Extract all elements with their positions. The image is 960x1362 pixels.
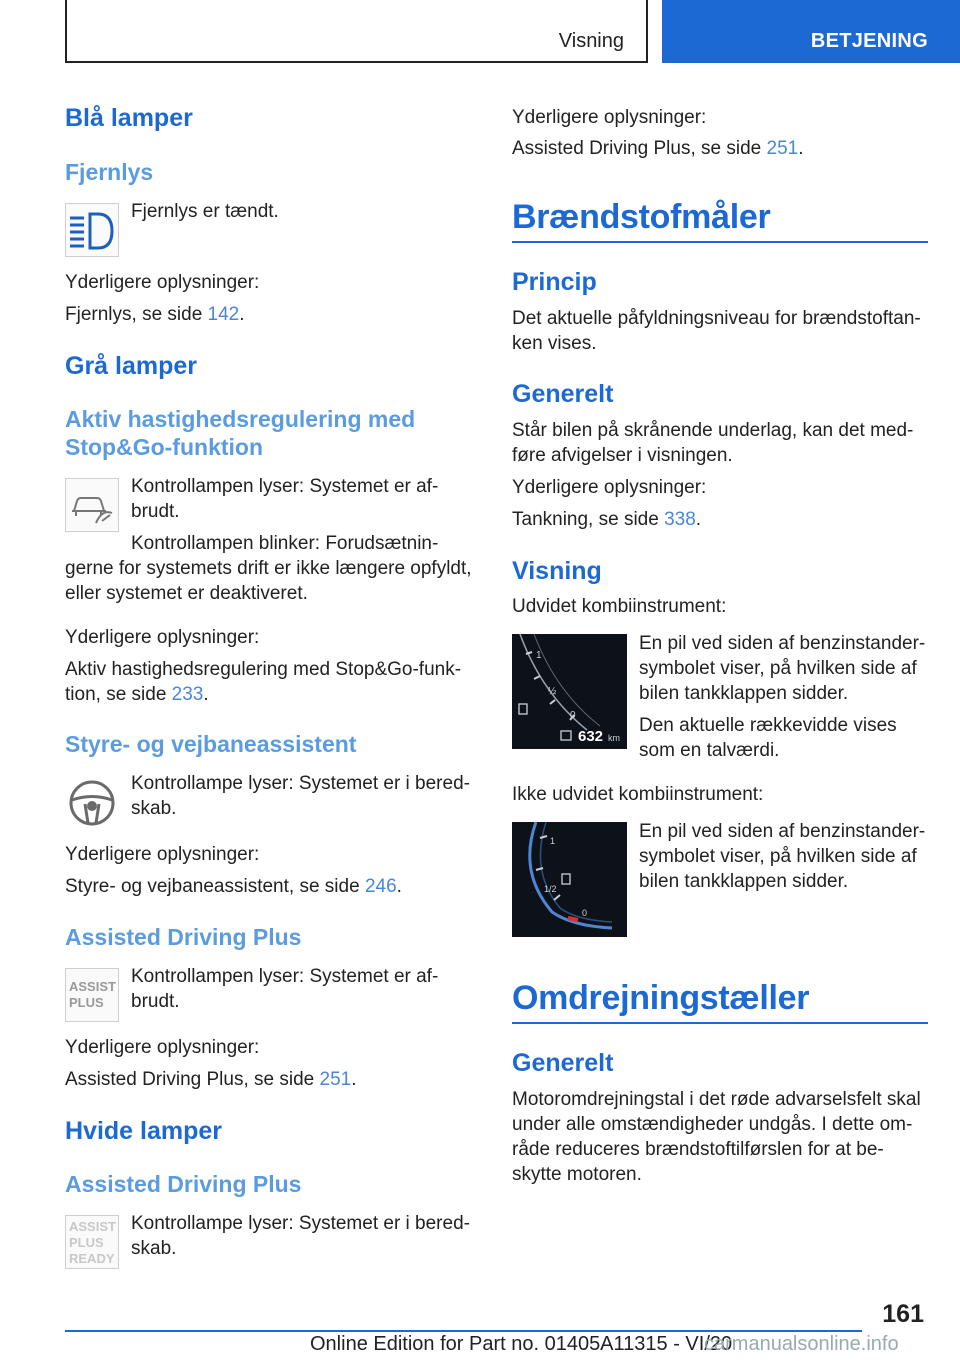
ext-gauge-mark-empty: 0	[570, 710, 576, 721]
assist-plus-icon-line2: PLUS	[69, 995, 104, 1010]
std-line3: bilen tankklappen sidder.	[639, 871, 849, 892]
std-gauge-mark-half: 1/2	[544, 884, 557, 894]
ext-range-unit: km	[608, 733, 620, 743]
ext-line5: som en talværdi.	[639, 740, 780, 761]
acc-line2: brudt.	[131, 501, 180, 522]
ext-line1: En pil ved siden af benzinstander-	[639, 633, 926, 654]
adp-line2: brudt.	[131, 991, 180, 1012]
std-cluster-label: Ikke udvidet kombiinstrument:	[512, 784, 764, 805]
styre-page-link[interactable]: 246	[364, 876, 397, 897]
acc-line3: Kontrollampen blinker: Forudsætnin-	[131, 533, 439, 554]
rpm-line1: Motoromdrejningstal i det røde advarselsfelt skal	[512, 1089, 921, 1110]
generelt-line1: Står bilen på skrånende underlag, kan det med-	[512, 420, 914, 441]
heading-adp: Assisted Driving Plus	[65, 924, 302, 950]
adp2-line2: skab.	[131, 1238, 177, 1259]
heading-adp2: Assisted Driving Plus	[65, 1171, 302, 1197]
ext-line3: bilen tankklappen sidder.	[639, 683, 849, 704]
styre-ref-text: Styre- og vejbaneassistent, se side	[65, 876, 365, 897]
assist-plus-ready-icon-line1: ASSIST	[69, 1219, 116, 1234]
top-ref-text: Assisted Driving Plus, se side	[512, 138, 767, 159]
top-page-link[interactable]: 251	[766, 138, 799, 159]
heading-blue-lamps: Blå lamper	[65, 104, 193, 132]
assist-plus-ready-icon-line2: PLUS	[69, 1235, 104, 1250]
extended-cluster-image	[512, 634, 627, 749]
heading-generelt: Generelt	[512, 380, 614, 408]
heading-visning: Visning	[512, 557, 602, 585]
acc-line5: eller systemet er deaktiveret.	[65, 583, 308, 604]
acc-ref-text: tion, se side	[65, 684, 172, 705]
adp2-line1: Kontrollampe lyser: Systemet er i bered-	[131, 1213, 470, 1234]
footer-edition: Online Edition for Part no. 01405A11315 - VI/20	[310, 1333, 733, 1355]
std-gauge-mark-empty: 0	[582, 908, 588, 918]
acc-page-link[interactable]: 233	[171, 684, 204, 705]
tachometer-heading-rule	[512, 1022, 928, 1024]
acc-ref-line1: Aktiv hastighedsregulering med Stop&Go-funk-	[65, 659, 462, 680]
header-chapter-tab	[662, 0, 960, 63]
fjernlys-more: Yderligere oplysninger:	[65, 272, 260, 293]
rpm-line3: råde reduceres brændstoftilførslen for at be-	[512, 1139, 884, 1160]
std-gauge-mark-full: 1	[550, 836, 556, 846]
assist-plus-icon	[65, 968, 119, 1022]
ext-range-value: 632	[578, 728, 604, 745]
styre-line2: skab.	[131, 798, 177, 819]
footer-watermark: carmanualsonline.info	[704, 1333, 899, 1355]
generelt-ref: Tankning, se side 338.	[512, 509, 702, 530]
fjernlys-text: Fjernlys er tændt.	[131, 201, 279, 222]
ext-line2: symbolet viser, på hvilken side af	[639, 658, 917, 679]
generelt-line2: føre afvigelser i visningen.	[512, 445, 733, 466]
ext-cluster-label: Udvidet kombiinstrument:	[512, 596, 727, 617]
styre-ref: Styre- og vejbaneassistent, se side 246.	[65, 876, 402, 897]
ext-line4: Den aktuelle rækkevidde vises	[639, 715, 897, 736]
acc-line1: Kontrollampen lyser: Systemet er af-	[131, 476, 439, 497]
generelt-ref-text: Tankning, se side	[512, 509, 665, 530]
std-line2: symbolet viser, på hvilken side af	[639, 846, 917, 867]
high-beam-icon	[65, 203, 119, 257]
princip-line2: ken vises.	[512, 333, 597, 354]
footer-rule	[65, 1330, 862, 1332]
adp-ref: Assisted Driving Plus, se side 251.	[65, 1069, 357, 1090]
rpm-line2: under alle omstændigheder undgås. I dette om-	[512, 1114, 913, 1135]
heading-styre: Styre- og vejbaneassistent	[65, 731, 357, 757]
fjernlys-ref-text: Fjernlys, se side	[65, 304, 208, 325]
adp-ref-text: Assisted Driving Plus, se side	[65, 1069, 320, 1090]
generelt-more: Yderligere oplysninger:	[512, 477, 707, 498]
assist-plus-ready-icon-line3: READY	[69, 1251, 115, 1266]
heading-grey-lamps: Grå lamper	[65, 352, 198, 380]
heading-princip: Princip	[512, 268, 597, 296]
heading-white-lamps: Hvide lamper	[65, 1117, 223, 1145]
heading-fuel-gauge: Brændstofmåler	[512, 198, 771, 236]
ext-gauge-mark-half: ½	[548, 686, 557, 697]
adp-more: Yderligere oplysninger:	[65, 1037, 260, 1058]
styre-more: Yderligere oplysninger:	[65, 844, 260, 865]
ext-gauge-mark-full: 1	[536, 650, 542, 661]
acc-ref-line2: tion, se side 233.	[65, 684, 209, 705]
top-ref: Assisted Driving Plus, se side 251.	[512, 138, 804, 159]
header-section-tab	[65, 0, 648, 63]
header-section-label: Visning	[558, 30, 624, 52]
heading-tachometer: Omdrejningstæller	[512, 979, 810, 1017]
fjernlys-page-link[interactable]: 142	[207, 304, 240, 325]
heading-acc-line1: Aktiv hastighedsregulering med	[65, 406, 416, 432]
generelt-page-link[interactable]: 338	[664, 509, 696, 530]
rpm-line4: skytte motoren.	[512, 1164, 642, 1185]
styre-line1: Kontrollampe lyser: Systemet er i bered-	[131, 773, 470, 794]
fuel-heading-rule	[512, 241, 928, 243]
steering-wheel-icon	[65, 776, 119, 830]
acc-line4: gerne for systemets drift er ikke længere opfyldt,	[65, 558, 472, 579]
fjernlys-ref: Fjernlys, se side 142.	[65, 304, 245, 325]
page-number: 161	[882, 1300, 924, 1328]
adp-page-link[interactable]: 251	[319, 1069, 352, 1090]
heading-rpm-generelt: Generelt	[512, 1049, 614, 1077]
header-chapter-label: BETJENING	[810, 30, 928, 52]
cruise-control-icon	[65, 478, 119, 532]
adp-line1: Kontrollampen lyser: Systemet er af-	[131, 966, 439, 987]
assist-plus-icon-line1: ASSIST	[69, 979, 116, 994]
standard-cluster-image	[512, 822, 627, 937]
assist-plus-ready-icon	[65, 1215, 119, 1269]
std-line1: En pil ved siden af benzinstander-	[639, 821, 926, 842]
heading-acc-line2: Stop&Go-funktion	[65, 434, 264, 460]
top-more: Yderligere oplysninger:	[512, 107, 707, 128]
acc-more: Yderligere oplysninger:	[65, 627, 260, 648]
princip-line1: Det aktuelle påfyldningsniveau for brændstoftan-	[512, 308, 921, 329]
heading-fjernlys: Fjernlys	[65, 159, 154, 185]
